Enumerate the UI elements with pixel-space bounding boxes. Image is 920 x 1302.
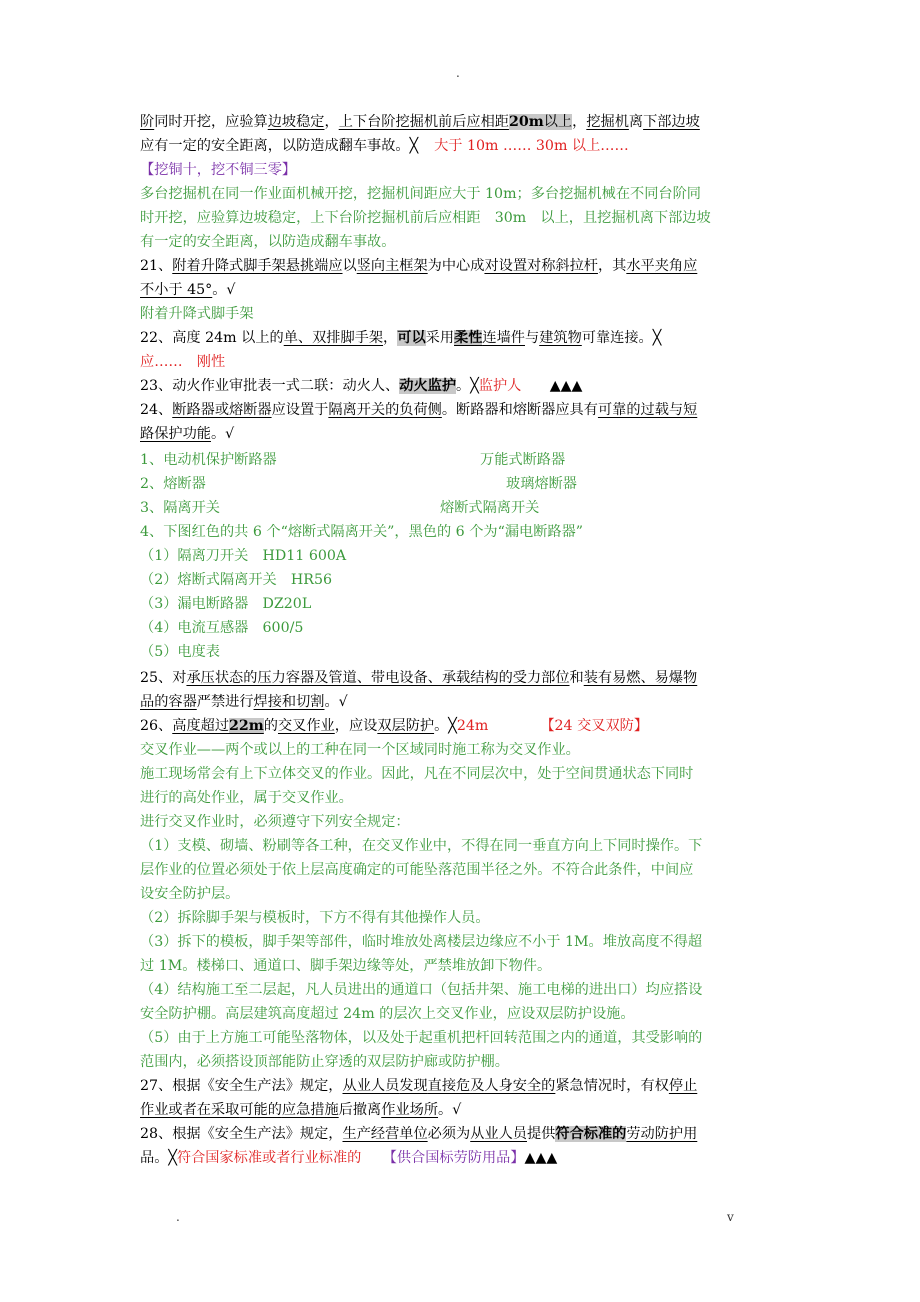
note-line: 进行的高处作业，属于交叉作业。 [140,790,353,806]
correction-note: 大于 10m …… 30m 以上…… [434,138,629,154]
line-8 [140,280,235,300]
text-run: 应急措施 [281,1102,339,1118]
text-run: 竖向主框架 [356,258,428,274]
mnemonic-note: 【24 交叉双防】 [540,718,649,734]
highlight-text: 可以 [397,330,426,346]
sub-item: （3）漏电断路器 DZ20L [140,596,312,612]
text-run: 和 [569,670,584,686]
text-run: 停止 [668,1078,698,1094]
text-run: 单、双排脚手架 [283,330,384,346]
text-run: 阶 [140,114,155,130]
text-run: 必须为 [427,1126,471,1142]
header-mark: . [456,66,460,80]
text-run: 的 [263,718,278,734]
highlight-22m: 22m [229,718,264,734]
text-run: 与 [525,330,540,346]
text-run: 。╳ [456,378,479,394]
text-run: ，其 [597,258,627,274]
list-item-2 [140,474,577,494]
line-2 [140,136,629,156]
footer-right-mark: v [727,1210,734,1224]
text-run: 挖掘机 [586,114,629,130]
text-run: 。√ [212,282,236,298]
text-run: 应有一定的安全距离，以防造成翻车事故。╳ [140,138,419,154]
text-run: 熔断式隔离开关 [440,500,540,516]
question-21 [140,256,697,276]
text-run: 承压状态的压力容器及管道、带电设备、承载结构的受力部位 [186,670,570,686]
text-run: 。√ [324,694,348,710]
text-run: 采用 [425,330,455,346]
text-run: 品的容器 [140,694,197,710]
text-run: 直接危及人身安全的 [427,1078,556,1094]
text-run: ，应设 [334,718,378,734]
note-line: 进行交叉作业时，必须遵守下列安全规定： [140,814,410,830]
question-22 [140,328,661,348]
sub-item: （4）电流互感器 600/5 [140,620,304,636]
sub-item: （5）电度表 [140,644,220,660]
spacer [361,1150,389,1166]
line-44 [140,1148,557,1168]
text-run: ， [383,330,398,346]
correction-note: 监护人 [478,378,522,394]
text-run: 应设置于 [271,402,329,418]
text-run: 紧急情况时，有权 [555,1078,669,1094]
note-line: 多台挖掘机在同一作业面机械开挖，挖掘机间距应大于 10m；多台挖掘机械在不同台阶同 [140,186,701,202]
text-run: 从业人员 [342,1078,400,1094]
text-run: 从业人员 [470,1126,527,1142]
text-run: 提供 [526,1126,556,1142]
text-run: 附着升降式脚手架悬挑端应 [172,258,343,274]
text-run: 连墙件 [482,330,525,346]
correction-note: 24m [456,718,489,734]
list-item-4: 4、下图红色的共 6 个“熔断式隔离开关”，黑色的 6 个为“漏电断路器” [140,524,584,540]
triangle-marks: ▲▲▲ [524,1150,558,1166]
question-28 [140,1124,697,1144]
text-run: 高度超过 [172,718,230,734]
correction-note: 符合国家标准或者行业标准的 [176,1150,362,1166]
text-run: 21、 [140,258,173,274]
text-run: 可靠的过载与短 [597,402,698,418]
highlight-text: 柔性 [454,330,483,346]
text-run: 对设置对称斜拉杆 [484,258,598,274]
text-run: 24、 [140,402,173,418]
text-run: 可能的 [239,1102,282,1118]
question-27 [140,1076,697,1096]
note-line: 有一定的安全距离，以防造成翻车事故。 [140,234,396,250]
text-run: 25、对 [140,670,187,686]
sub-item: （1）隔离刀开关 HD11 600A [140,548,347,564]
mnemonic-line: 【挖铜十，挖不铜三零】 [140,162,297,178]
text-run: 28、根据《安全生产法》规定， [140,1126,343,1142]
text-run: 。断路器和熔断器应具有 [441,402,598,418]
note-line: 设安全防护层。 [140,886,240,902]
list-item-1 [140,450,566,470]
text-run: 27、根据《安全生产法》规定， [140,1078,343,1094]
note-line: 安全防护棚。高层建筑高度超过 24m 的层次上交叉作业，应设双层防护设施。 [140,1006,635,1022]
note-line: 过 1M。楼梯口、通道口、脚手架边缘等处，严禁堆放卸下物件。 [140,958,552,974]
text-run: 为中心成 [427,258,485,274]
text-run: 双层防护 [377,718,435,734]
note-line: （2）拆除脚手架与模板时，下方不得有其他操作人员。 [140,910,490,926]
text-run: 严禁进行 [196,694,254,710]
note-line: 层作业的位置必须处于依上层高度确定的可能坠落范围半径之外。不符合此条件，中间应 [140,862,694,878]
text-run: 3、隔离开关 [140,500,220,516]
text-run: 焊接和切割 [253,694,325,710]
text-run: 建筑物 [539,330,582,346]
text-run: 水平夹角应 [626,258,698,274]
text-run: 万能式断路器 [480,452,566,468]
text-run: 22、高度 24m 以上的 [140,330,284,346]
line-42 [140,1100,461,1120]
text-run: 。╳ [434,718,457,734]
note-line: （4）结构施工至二层起，凡人员进出的通道口（包括井架、施工电梯的进出口）均应搭设 [140,982,703,998]
text-run: ， [324,114,339,130]
note-line: 范围内，必须搭设顶部能防止穿透的双层防护廊或防护棚。 [140,1054,509,1070]
text-run: 品。╳ [140,1150,177,1166]
triangle-marks: ▲▲▲ [521,378,583,394]
line-1 [140,112,700,132]
note-line: 时开挖，应验算边坡稳定，上下台阶挖掘机前后应相距 30m 以上，且挖掘机离下部边坡 [140,210,711,226]
text-run: 下部边坡 [643,114,700,130]
question-24 [140,400,697,420]
text-run: 以 [342,258,357,274]
highlight-text: 动火监护 [399,378,457,394]
text-run: 交叉作业 [277,718,335,734]
line-25 [140,692,348,712]
text-run: 后撤离 [338,1102,382,1118]
text-run: 。√ [210,426,235,442]
list-item-3 [140,498,540,518]
text-run: 23、动火作业审批表一式二联：动火人、 [140,378,400,394]
text-run: 离 [628,114,644,130]
text-run: 可靠连接。╳ [581,330,662,346]
highlight-20m: 20m [508,114,544,130]
text-run: 装有易燃、易爆物 [583,670,698,686]
correction-line: 应…… 刚性 [140,354,226,370]
note-line: （3）拆下的模板，脚手架等部件，临时堆放处离楼层边缘应不小于 1M。堆放高度不得超 [140,934,703,950]
note-line: （5）由于上方施工可能坠落物体，以及处于起重机把杆回转范围之内的通道，其受影响的 [140,1030,703,1046]
note-line: 附着升降式脚手架 [140,306,254,322]
text-run: ， [572,114,587,130]
line-14 [140,424,234,444]
text-run: 隔离开关的负荷侧 [328,402,442,418]
text-run: 边坡稳定 [267,114,325,130]
text-run: 同时开挖，应验算 [154,114,268,130]
note-line: 交叉作业——两个或以上的工种在同一个区域同时施工称为交叉作业。 [140,742,580,758]
text-run: 路保护功能 [140,426,211,442]
mnemonic-note: 【供合国标劳防用品】 [389,1150,525,1166]
text-run: 作业或者在采取 [140,1102,240,1118]
footer-left-mark: . [176,1210,180,1224]
note-line: 施工现场常会有上下立体交叉的作业。因此，凡在不同层次中，处于空间贯通状态下同时 [140,766,694,782]
text-run: 生产经营单位 [342,1126,428,1142]
question-26 [140,716,648,736]
text-run: 作业场所 [381,1102,439,1118]
highlight-text: 以上 [543,114,573,130]
text-run: 2、熔断器 [140,476,206,492]
text-run: 不小于 45° [140,282,213,298]
text-run: 玻璃熔断器 [506,476,577,492]
question-23 [140,376,582,396]
sub-item: （2）熔断式隔离开关 HR56 [140,572,333,588]
highlight-text: 符合标准的 [555,1126,627,1142]
text-run: 断路器或熔断器 [172,402,272,418]
text-run: 上下台阶挖掘机前后应相距 [338,114,509,130]
text-run: 。√ [438,1102,462,1118]
note-line: （1）支模、砌墙、粉刷等各工种，在交叉作业中，不得在同一垂直方向上下同时操作。下 [140,838,703,854]
text-run: 26、 [140,718,173,734]
question-25 [140,668,697,688]
text-run: 劳动防护用 [626,1126,698,1142]
text-run: 1、电动机保护断路器 [140,452,277,468]
text-run: 发现 [399,1078,428,1094]
